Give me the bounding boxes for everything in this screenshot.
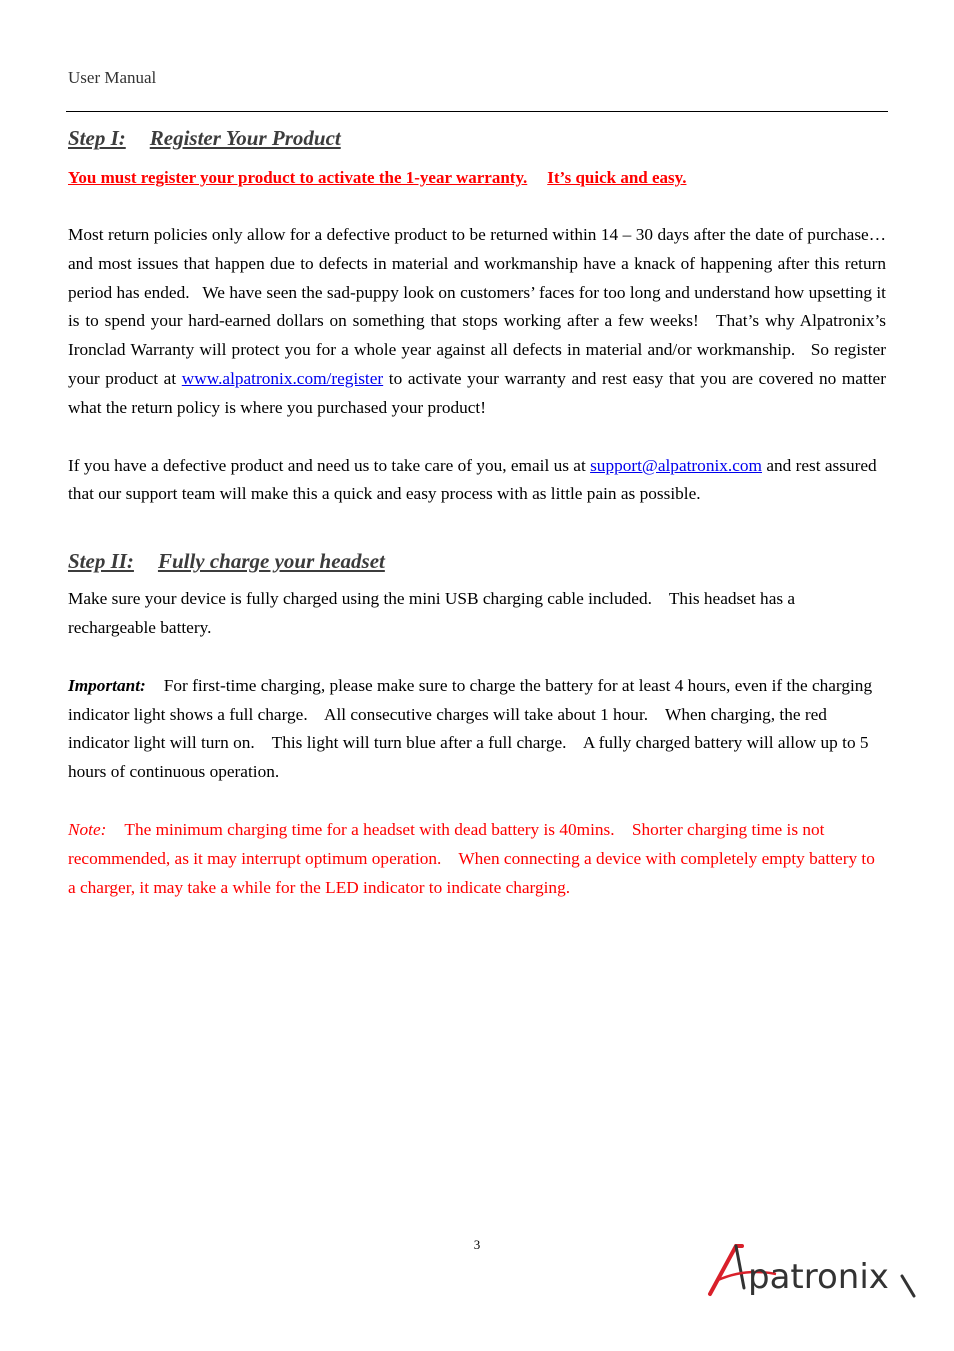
important-text: For first-time charging, please make sure to charge the battery for at least 4 hours, even if the charging indicator light shows a full charge. All consecutive charges will take about 1 hour. When charging, the red indicator light will turn on. This light will turn blue after a full charge. A fully charged battery will allow up to 5 hours of continuous operation. [68, 675, 877, 782]
running-header: User Manual [68, 68, 157, 87]
charge-paragraph: Make sure your device is fully charged using the mini USB charging cable included. This headset has a rechargeable battery. [68, 589, 800, 637]
return-policy-text-end: to activate your warranty and rest easy that you are covered no matter what the return policy is where you purchased your product! [68, 368, 886, 417]
support-text: If you have a defective product and need us to take care of you, email us at [68, 455, 586, 475]
return-policy-paragraph [68, 221, 891, 423]
register-link[interactable]: www.alpatronix.com/register [181, 368, 384, 388]
support-paragraph [68, 452, 886, 510]
support-email-link[interactable]: support@alpatronix.com [590, 455, 762, 475]
important-label: Important: [68, 675, 146, 695]
step1-prefix: Step I: [68, 126, 126, 150]
support-text-end: and rest assured that our support team will make this a quick and easy process with as little pain as possible. [68, 455, 877, 504]
step1-heading [68, 124, 886, 152]
warning-main: You must register your product to activate the 1-year warranty. [68, 168, 528, 187]
warning-sub: It’s quick and easy. [547, 168, 687, 187]
header-rule [66, 111, 888, 112]
page-number: 3 [473, 1237, 481, 1252]
step2-heading [68, 547, 886, 575]
note-text: The minimum charging time for a headset with dead battery is 40mins. Shorter charging time is not recommended, as it may interrupt optimum operation. When connecting a device with completely empty battery to a charger, it may take a while for the LED indicator to indicate charging. [68, 819, 880, 897]
warranty-warning [68, 163, 886, 192]
step2-title: Fully charge your headset [157, 549, 385, 574]
note-paragraph [68, 816, 886, 902]
alpatronix-logo-icon [706, 1236, 918, 1302]
return-policy-text: Most return policies only allow for a defective product to be returned within 14 – 30 days after the date of purchase… and most issues that happen due to defects in material and workmanship have a knack of happening after this return period has ended. We have seen the sad-puppy look on customers’ faces for too long and understand how upsetting it is to spend your hard-earned dollars on something that stops working after a few weeks! That’s why Alpatronix’s Ironclad Warranty will protect you for a whole year against all defects in material and/or workmanship. So register your product at [68, 225, 891, 388]
note-label: Note: [68, 819, 107, 839]
step1-title: Register Your Product [149, 126, 341, 150]
important-paragraph [68, 672, 886, 787]
svg-text:patronix: patronix [748, 1257, 889, 1297]
step2-prefix: Step II: [68, 549, 134, 574]
page-content [68, 124, 891, 902]
alpatronix-logo [706, 1236, 918, 1302]
